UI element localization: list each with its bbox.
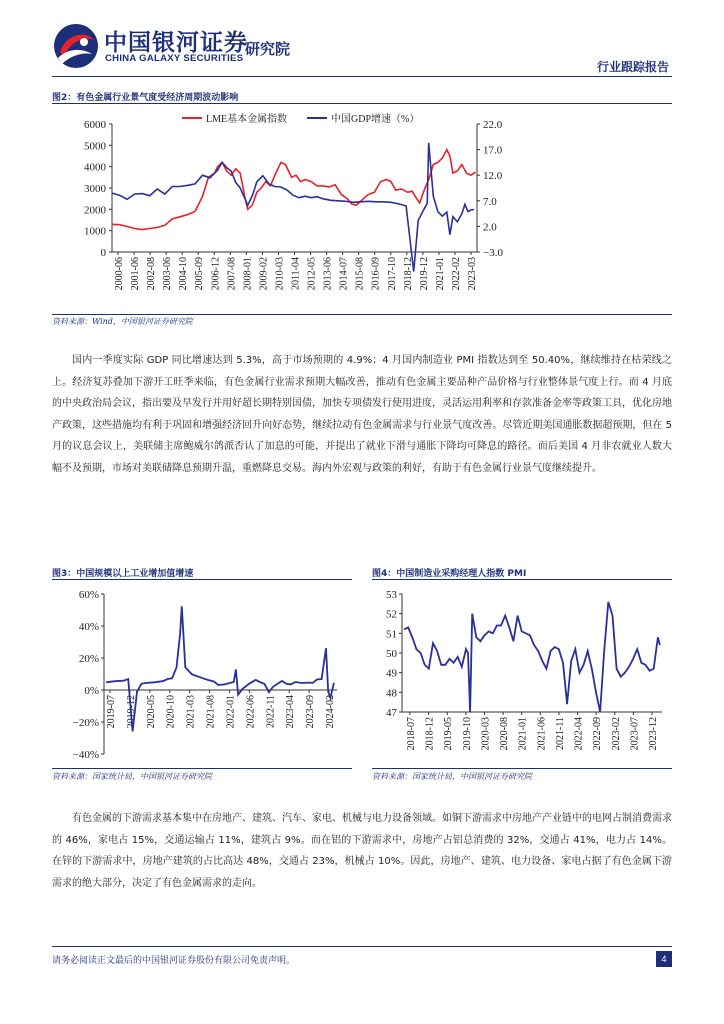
y-tick-label: −20% — [72, 717, 99, 729]
x-tick-label: 2020-03 — [480, 717, 492, 751]
x-tick-label: 2019-07 — [106, 695, 117, 729]
x-tick-label: 2020-10 — [165, 695, 177, 729]
figure-2-source-rule — [52, 314, 672, 315]
right-y-tick-label: 7.0 — [483, 195, 497, 208]
y-tick-label: 47 — [386, 707, 397, 719]
left-y-tick-label: 5000 — [84, 140, 106, 153]
y-tick-label: 52 — [386, 608, 397, 621]
series-line-1 — [106, 606, 334, 731]
x-tick-label: 2022-01 — [225, 695, 237, 729]
figure-4-source-rule — [372, 768, 672, 769]
x-tick-label: 2022-09 — [592, 717, 604, 751]
x-tick-label: 2023-04 — [285, 695, 297, 729]
logo-chinese-name: 中国银河证券 — [104, 30, 248, 56]
series-line-1 — [404, 602, 660, 712]
x-tick-label: 2019-10 — [461, 717, 473, 751]
footer-disclaimer: 请务必阅读正文最后的中国银河证券股份有限公司免责声明。 — [52, 956, 296, 966]
x-tick-label: 2020-05 — [145, 695, 157, 729]
x-tick-label: 2013-06 — [322, 257, 334, 291]
header — [0, 0, 724, 80]
x-tick-label: 2012-05 — [306, 257, 318, 291]
y-tick-label: 49 — [386, 667, 397, 680]
report-type: 行业跟踪报告 — [596, 60, 669, 74]
left-y-tick-label: 1000 — [84, 225, 106, 238]
figure-3-rule — [52, 579, 352, 580]
x-tick-label: 2007-08 — [226, 257, 238, 291]
legend-label-2: 中国GDP增速（%） — [331, 114, 420, 125]
x-tick-label: 2019-12 — [125, 695, 137, 729]
x-tick-label: 2023-03 — [467, 257, 478, 291]
x-tick-label: 2017-10 — [386, 257, 398, 291]
x-tick-label: 2009-02 — [258, 257, 270, 291]
y-tick-label: −40% — [72, 749, 99, 761]
figure-4-caption: 图4：中国制造业采购经理人指数 PMI — [372, 569, 527, 579]
x-tick-label: 2021-01 — [517, 717, 529, 751]
x-tick-label: 2024-02 — [325, 695, 336, 729]
institute-label: 研究院 — [245, 40, 291, 58]
body-paragraph-2: 有色金属的下游需求基本集中在房地产、建筑、汽车、家电、机械与电力设备领域。如铜下游需求中房地产产业链中的电网占制消费需求的 46%，家电占 15%，交通运输占 11%，建筑占 9%。而在铝的下游需求中，房地产占铝总消费的 32%，交通占 41%，电力占 14%。在锌的下游需求中，房地产建筑的占比高达 48%，交通占 23%，机械占 10%。因此，房地产、建筑、电力设备、家电占据了有色金属下游需求的绝大部分，决定了有色金属需求的走向。 — [52, 813, 672, 889]
x-tick-label: 2022-06 — [245, 695, 257, 729]
figure-2-caption: 图2：有色金属行业景气度受经济周期波动影响 — [52, 93, 239, 103]
x-tick-label: 2000-06 — [114, 257, 125, 291]
x-tick-label: 2023-09 — [305, 695, 317, 729]
x-tick-label: 2023-02 — [610, 717, 622, 751]
y-tick-label: 40% — [78, 621, 99, 633]
footer-rule — [52, 946, 672, 947]
x-tick-label: 2023-12 — [648, 717, 659, 751]
right-y-tick-label: 22.0 — [483, 119, 503, 131]
y-tick-label: 0% — [84, 685, 99, 697]
left-y-tick-label: 0 — [100, 247, 106, 259]
body-paragraph-1: 国内一季度实际 GDP 同比增速达到 5.3%，高于市场预期的 4.9%；4 月国内制造业 PMI 指数达到至 50.40%，继续维持在枯荣线之上。经济复苏叠加下游开工旺季来临，有色金属行业需求预期大幅改善，推动有色金属主要品种产品价格与行业整体景气度上行。而 4 月底的中央政治局会议，指出要及早发行并用好超长期特别国债，加快专项债发行使用进度，灵活运用利率和存款准备金率等政策工具，优化房地产政策，这些措施均有利于巩固和增强经济回升向好态势，继续拉动有色金属需求与行业景气度改善。尽管近期美国通胀数据超预期，但在 5 月的议息会议上，美联储主席鲍威尔鸽派否认了加息的可能，并提出了就业下滑与通胀下降均可降息的路径。而后美国 4 月非农就业人数大幅不及预期，市场对美联储降息预期升温，重燃降息交易。海内外宏观与政策的利好，有助于有色金属行业景气度继续提升。 — [52, 355, 672, 474]
figure-3-chart — [52, 582, 352, 768]
header-rule — [52, 76, 672, 77]
x-tick-label: 2022-04 — [573, 717, 585, 751]
x-tick-label: 2018-07 — [406, 717, 417, 751]
x-tick-label: 2022-11 — [265, 695, 277, 728]
y-tick-label: 51 — [386, 628, 397, 641]
figure-4-rule — [372, 579, 672, 580]
x-tick-label: 2019-05 — [443, 717, 455, 751]
x-tick-label: 2021-11 — [554, 717, 566, 750]
x-tick-label: 2014-07 — [338, 257, 350, 291]
series-line-1 — [112, 150, 476, 230]
right-y-tick-label: 17.0 — [483, 144, 503, 157]
y-tick-label: 53 — [386, 589, 397, 601]
x-tick-label: 2008-01 — [242, 257, 254, 291]
x-tick-label: 2022-02 — [450, 257, 462, 291]
left-y-tick-label: 4000 — [84, 161, 106, 174]
x-tick-label: 2018-12 — [424, 717, 436, 751]
logo-english-name: CHINA GALAXY SECURITIES — [105, 53, 244, 64]
figure-2-rule — [52, 103, 672, 104]
x-tick-label: 2023-07 — [629, 717, 641, 751]
figure-2-source: 资料来源：Wind，中国银河证券研究院 — [52, 317, 193, 326]
page-number: 4 — [656, 951, 672, 967]
y-tick-label: 20% — [78, 653, 99, 665]
left-y-tick-label: 6000 — [84, 119, 106, 131]
x-tick-label: 2003-06 — [162, 257, 174, 291]
x-tick-label: 2002-08 — [146, 257, 158, 291]
right-y-tick-label: −3.0 — [483, 247, 503, 259]
x-tick-label: 2019-12 — [418, 257, 430, 291]
figure-4-chart — [372, 582, 672, 768]
y-tick-label: 50 — [386, 648, 397, 660]
figure-2-chart — [52, 106, 672, 314]
figure-4-source: 资料来源：国家统计局，中国银河证券研究院 — [372, 772, 532, 781]
x-tick-label: 2020-08 — [499, 717, 511, 751]
x-tick-label: 2010-03 — [274, 257, 286, 291]
x-tick-label: 2021-03 — [185, 695, 197, 729]
legend-label-1: LME基本金属指数 — [206, 114, 288, 125]
x-tick-label: 2016-09 — [370, 257, 382, 291]
x-tick-label: 2021-06 — [536, 717, 548, 751]
left-y-tick-label: 2000 — [84, 204, 106, 217]
left-y-tick-label: 3000 — [84, 183, 106, 195]
figure-3-source: 资料来源：国家统计局，中国银河证券研究院 — [52, 772, 212, 781]
x-tick-label: 2021-01 — [434, 257, 446, 291]
x-tick-label: 2006-12 — [210, 257, 222, 291]
right-y-tick-label: 2.0 — [483, 221, 497, 234]
right-y-tick-label: 12.0 — [483, 170, 503, 183]
y-tick-label: 60% — [78, 589, 99, 601]
x-tick-label: 2001-06 — [130, 257, 142, 291]
x-tick-label: 2004-10 — [178, 257, 190, 291]
figure-3-caption: 图3：中国规模以上工业增加值增速 — [52, 569, 194, 579]
x-tick-label: 2015-08 — [354, 257, 366, 291]
figure-3-source-rule — [52, 768, 352, 769]
x-tick-label: 2005-09 — [194, 257, 206, 291]
x-tick-label: 2021-08 — [205, 695, 217, 729]
y-tick-label: 48 — [386, 687, 397, 700]
x-tick-label: 2018-12 — [402, 257, 414, 291]
x-tick-label: 2011-04 — [290, 257, 302, 290]
galaxy-logo-icon — [52, 22, 100, 70]
